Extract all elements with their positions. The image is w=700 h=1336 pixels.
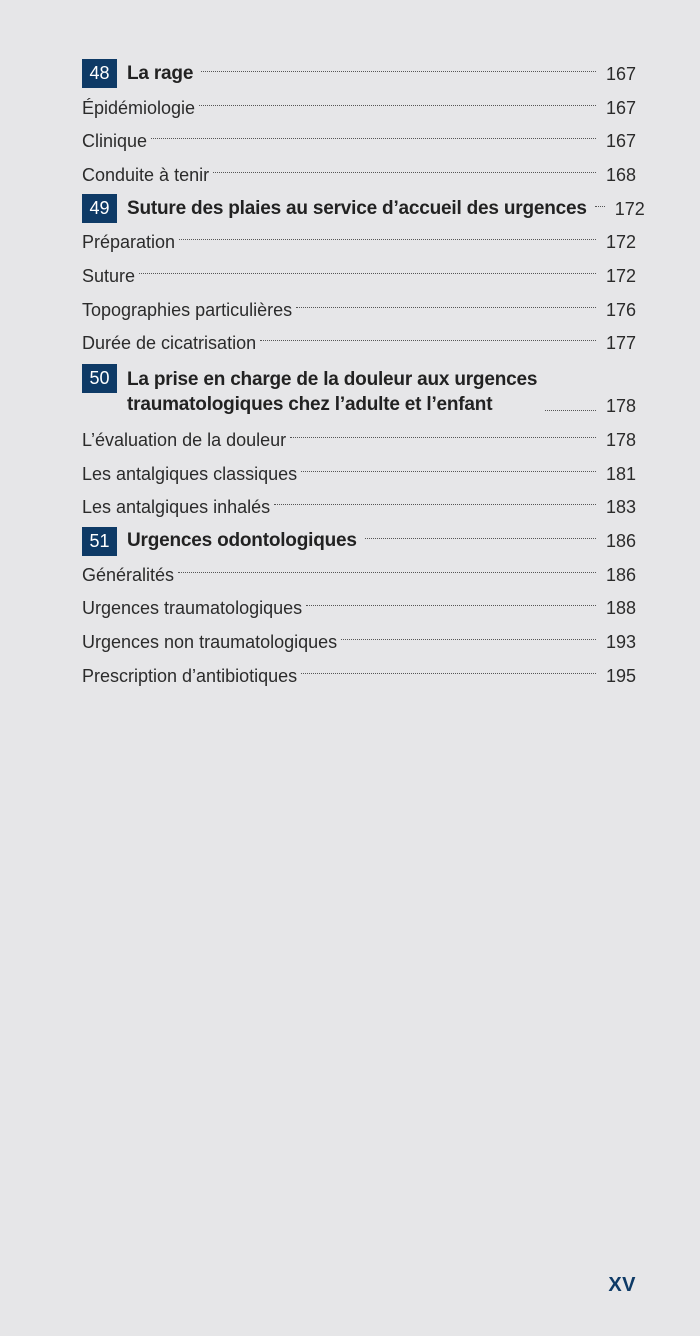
page-number: 176 [605, 299, 636, 320]
section-title: Les antalgiques classiques [82, 463, 298, 484]
dot-leader [290, 436, 596, 438]
toc-section-urgences-non-trauma[interactable] [82, 625, 636, 659]
chapter-title [127, 367, 537, 417]
dot-leader [178, 571, 596, 573]
toc-chapter-50[interactable] [82, 360, 636, 423]
toc-section-topographies[interactable] [82, 293, 636, 327]
toc-chapter-48[interactable] [82, 57, 636, 91]
page-number: 178 [605, 396, 636, 417]
page-number: 172 [605, 232, 636, 253]
section-title: Urgences traumatologiques [82, 598, 303, 619]
page-number: 193 [605, 632, 636, 653]
page-number: 167 [605, 131, 636, 152]
toc-section-duree[interactable] [82, 327, 636, 361]
page-number: 188 [605, 598, 636, 619]
toc-section-epidemiologie[interactable] [82, 91, 636, 125]
chapter-title: La rage [127, 62, 194, 84]
dot-leader [260, 339, 596, 341]
section-title: Durée de cicatrisation [82, 333, 257, 354]
dot-leader [365, 537, 596, 539]
dot-leader [545, 409, 596, 411]
chapter-title: Urgences odontologiques [127, 530, 357, 552]
section-title: Épidémiologie [82, 97, 196, 118]
page-number: 178 [605, 430, 636, 451]
toc-section-antalgiques-inhales[interactable] [82, 491, 636, 525]
page-number: 168 [605, 164, 636, 185]
page-number: 177 [605, 333, 636, 354]
section-title: Topographies particulières [82, 299, 293, 320]
section-title: Urgences non traumatologiques [82, 632, 338, 653]
page-number: 181 [605, 463, 636, 484]
section-title: Conduite à tenir [82, 164, 210, 185]
toc-section-antalgiques-classiques[interactable] [82, 457, 636, 491]
toc-chapter-51[interactable] [82, 524, 636, 558]
toc-section-urgences-trauma[interactable] [82, 592, 636, 626]
toc-section-suture[interactable] [82, 259, 636, 293]
chapter-title-line-2: traumatologiques chez l’adulte et l’enfant [127, 394, 493, 416]
table-of-contents [82, 57, 645, 693]
toc-section-clinique[interactable] [82, 124, 636, 158]
chapter-number-badge: 49 [82, 194, 117, 223]
dot-leader [274, 503, 596, 505]
dot-leader [341, 638, 596, 640]
section-title: Prescription d’antibiotiques [82, 665, 298, 686]
chapter-number-badge: 48 [82, 59, 117, 88]
dot-leader [301, 672, 596, 674]
section-title: Suture [82, 265, 136, 286]
dot-leader [151, 137, 596, 139]
page-number: 183 [605, 497, 636, 518]
dot-leader [306, 604, 596, 606]
page-number: 195 [605, 665, 636, 686]
page-number: 172 [605, 265, 636, 286]
section-title: Préparation [82, 232, 176, 253]
page-number: 167 [605, 63, 636, 84]
toc-section-evaluation[interactable] [82, 423, 636, 457]
dot-leader [301, 470, 596, 472]
section-title: L’évaluation de la douleur [82, 430, 287, 451]
toc-section-conduite[interactable] [82, 158, 636, 192]
toc-section-preparation[interactable] [82, 225, 636, 259]
dot-leader [213, 171, 596, 173]
page-number: 186 [605, 564, 636, 585]
toc-chapter-49[interactable] [82, 192, 645, 226]
dot-leader [201, 70, 596, 72]
chapter-title: Suture des plaies au service d’accueil des urgences [127, 197, 587, 219]
dot-leader [179, 238, 596, 240]
section-title: Généralités [82, 564, 175, 585]
page-folio: XV [608, 1274, 636, 1296]
chapter-number-badge: 50 [82, 364, 117, 393]
dot-leader [139, 272, 596, 274]
page-number: 186 [605, 531, 636, 552]
page-number: 172 [614, 198, 645, 219]
chapter-title-line-1: La prise en charge de la douleur aux urgences [127, 369, 538, 391]
toc-section-generalites[interactable] [82, 558, 636, 592]
page-number: 167 [605, 97, 636, 118]
section-title: Les antalgiques inhalés [82, 497, 271, 518]
dot-leader [296, 306, 596, 308]
toc-section-prescription[interactable] [82, 659, 636, 693]
chapter-number-badge: 51 [82, 527, 117, 556]
dot-leader [595, 205, 605, 207]
dot-leader [199, 104, 596, 106]
section-title: Clinique [82, 131, 148, 152]
